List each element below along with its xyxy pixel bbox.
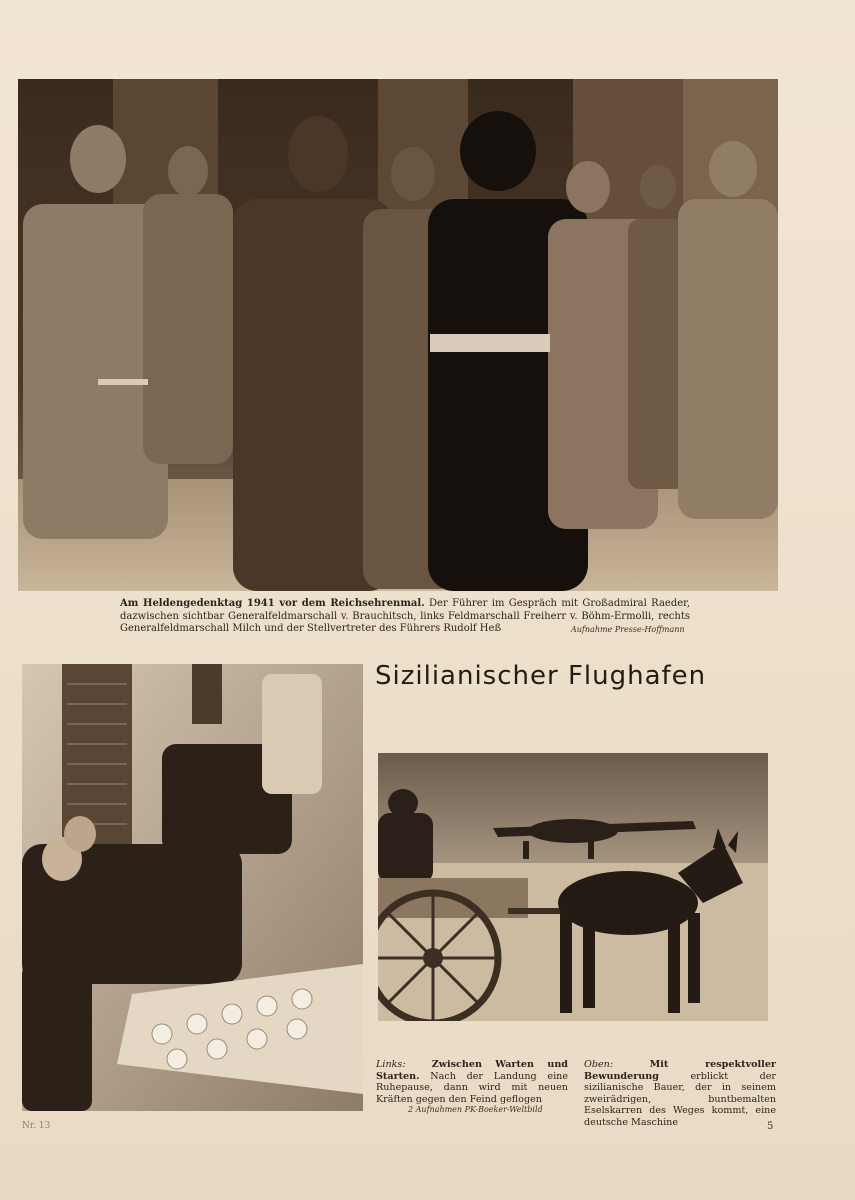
caption-right-bold: Mit respektvoller Bewunderung <box>584 1059 776 1082</box>
caption-right-prefix: Oben: <box>584 1059 614 1070</box>
top-photo <box>18 79 778 591</box>
issue-number: Nr. 13 <box>22 1121 51 1131</box>
page-number: 5 <box>767 1121 774 1132</box>
top-photo-image <box>18 79 778 591</box>
bottom-left-photo-image <box>22 664 363 1111</box>
caption-right-text: erblickt der sizilianische Bauer, der in seinem zweirädrigen, buntbemalten Eselskarren des Weges kommt, eine deutsche Maschine <box>584 1070 776 1128</box>
top-caption-text: Der Führer im Gespräch mit Großadmiral Raeder, dazwischen sichtbar Generalfeldmarschall v. Brauchitsch, links Feldmarschall Freiherr v. Böhm-Ermolli, rechts Generalfeldmarschall Milch und der Stellvertreter des Führers Rudolf Heß <box>120 598 691 634</box>
page-headline: Sizilianischer Flughafen <box>375 661 707 691</box>
bottom-left-photo <box>22 664 363 1111</box>
top-photo-credit: Aufnahme Presse-Hoffmann <box>571 625 685 634</box>
caption-left-text: Nach der Landung eine Ruhepause, dann wird mit neuen Kräften gegen den Feind geflogen <box>376 1070 568 1105</box>
bottom-photos-credit: 2 Aufnahmen PK-Boeker-Weltbild <box>408 1105 543 1114</box>
bottom-right-photo-image <box>378 753 768 1021</box>
caption-left-bold: Zwischen Warten und Starten. <box>376 1059 568 1082</box>
bottom-right-photo <box>378 753 768 1021</box>
caption-left-prefix: Links: <box>376 1059 406 1070</box>
bottom-left-caption <box>376 1059 568 1105</box>
bottom-right-caption <box>584 1059 776 1129</box>
top-caption-bold: Am Heldengedenktag 1941 vor dem Reichsehrenmal. <box>120 598 425 609</box>
